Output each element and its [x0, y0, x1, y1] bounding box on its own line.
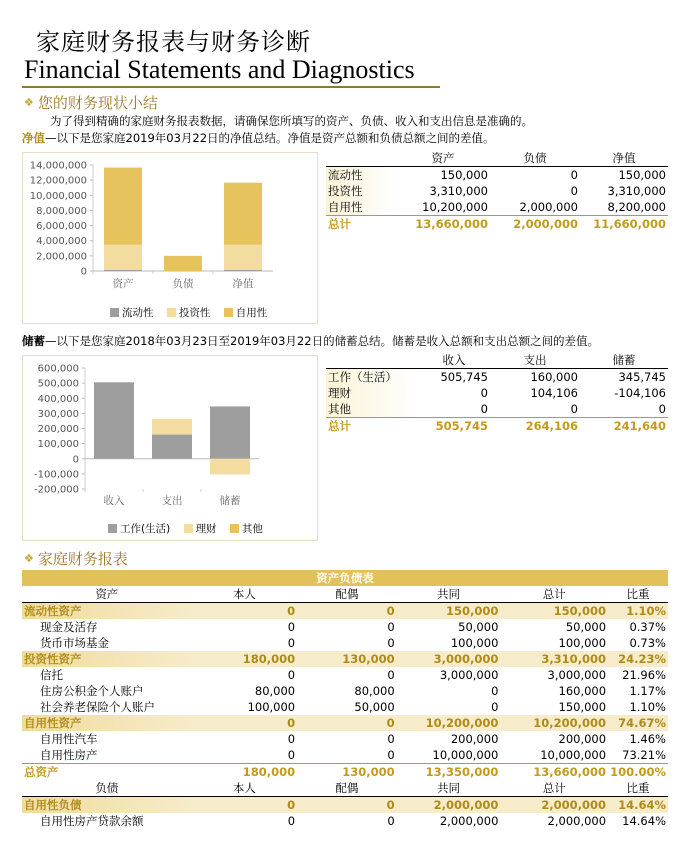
savings-legend [108, 521, 263, 536]
x-category-label: 支出 [161, 495, 183, 507]
table-cell: 0 [570, 402, 578, 416]
legend-swatch [110, 308, 119, 317]
diamond-bullet-icon: ❖ [24, 96, 34, 109]
row-label: 自用性汽车 [40, 732, 98, 746]
table-cell: 74.67% [608, 715, 668, 731]
table-cell: 130,000 [297, 651, 397, 667]
table-row [22, 619, 668, 635]
legend-item-liquid: 流动性 [110, 307, 154, 319]
savings-table [326, 352, 668, 434]
x-category-label: 资产 [112, 278, 134, 290]
row-label: 自用性 [326, 199, 396, 216]
row-label: 理财 [326, 385, 418, 401]
section-title: 家庭财务报表 [37, 550, 128, 568]
table-cell: 0 [287, 620, 296, 634]
table-cell: 0 [287, 732, 296, 746]
table-cell: 80,000 [354, 684, 395, 698]
x-category-label: 净值 [232, 278, 254, 290]
table-cell: 0 [192, 603, 297, 620]
table-cell: 150,000 [397, 603, 501, 620]
column-header: 本人 [192, 586, 297, 603]
table-cell: 0 [387, 814, 395, 828]
table-cell: 14.64% [622, 814, 666, 828]
diamond-bullet-icon: ❖ [24, 552, 34, 565]
y-tick-label: -100,000 [34, 469, 79, 481]
total-row [326, 418, 668, 435]
table-cell: 0 [297, 797, 397, 814]
asset-header-row [22, 586, 668, 603]
table-cell: 100.00% [608, 764, 668, 781]
category-row [22, 603, 668, 620]
table-cell: 10,000,000 [540, 748, 607, 762]
table-cell: 100,000 [558, 636, 607, 650]
bar-segment [224, 245, 262, 270]
table-cell: 10,000,000 [432, 748, 499, 762]
savings-description [22, 333, 599, 349]
table-cell: 100,000 [450, 636, 499, 650]
table-cell: 8,200,000 [607, 200, 666, 214]
title-divider [22, 86, 440, 88]
table-cell: 150,000 [440, 168, 488, 182]
table-cell: 0 [570, 184, 578, 198]
table-cell: 24.23% [608, 651, 668, 667]
y-tick-label: 4,000,000 [36, 236, 87, 248]
y-tick-label: 6,000,000 [36, 221, 87, 233]
column-header: 比重 [608, 586, 668, 603]
networth-label: 净值 [22, 131, 45, 145]
savings-desc-text: —以下是您家庭2018年03月23日至2019年03月22日的储蓄总结。储蓄是收入总额和支出总额之间的差值。 [45, 334, 600, 348]
column-header: 储蓄 [580, 352, 668, 369]
networth-desc-text: —以下是您家庭2019年03月22日的净值总结。净值是资产总额和负债总额之间的差值。 [45, 131, 495, 145]
table-cell: 3,000,000 [397, 651, 501, 667]
table-cell: 0 [480, 386, 488, 400]
row-label: 自用性负债 [22, 797, 192, 814]
legend-item-other: 其他 [230, 523, 263, 535]
table-row [326, 401, 668, 418]
savings-bar-chart [23, 356, 317, 540]
table-cell: 13,660,000 [396, 216, 490, 233]
table-cell: 1.46% [629, 732, 666, 746]
page-title-english: Financial Statements and Diagnostics [24, 55, 415, 84]
networth-bar-chart [23, 153, 317, 323]
x-category-label: 收入 [103, 495, 125, 507]
grand-total-row [22, 764, 668, 781]
table-row [22, 731, 668, 747]
total-row [326, 216, 668, 233]
table-cell: 0 [287, 636, 296, 650]
y-tick-label: 10,000,000 [29, 190, 87, 202]
networth-chart-frame [22, 152, 318, 324]
table-cell: 10,200,000 [500, 715, 608, 731]
column-header: 配偶 [297, 780, 397, 797]
table-cell: 0.73% [629, 636, 666, 650]
table-cell: 264,106 [490, 418, 580, 435]
savings-label: 储蓄 [22, 334, 45, 348]
table-cell: 200,000 [450, 732, 499, 746]
row-label: 总资产 [22, 764, 192, 781]
table-row [22, 683, 668, 699]
bar-segment [224, 270, 262, 271]
bar-segment [104, 270, 142, 271]
table-row [326, 369, 668, 386]
legend-swatch [184, 524, 193, 533]
y-tick-label: -200,000 [34, 484, 79, 496]
networth-description [22, 130, 495, 146]
table-cell: 13,660,000 [500, 764, 608, 781]
column-header: 净值 [580, 150, 668, 167]
table-cell: 104,106 [530, 386, 578, 400]
table-row [326, 167, 668, 184]
column-header: 共同 [397, 780, 501, 797]
table-cell: 10,200,000 [422, 200, 488, 214]
table-cell: 1.10% [608, 603, 668, 620]
row-label: 投资性资产 [22, 651, 192, 667]
table-cell: 13,350,000 [397, 764, 501, 781]
table-cell: 1.10% [629, 700, 666, 714]
legend-item-work: 工作(生活) [108, 523, 170, 535]
table-cell: 180,000 [192, 651, 297, 667]
table-row [22, 813, 668, 829]
table-cell: 2,000,000 [500, 797, 608, 814]
table-cell: 0 [287, 748, 296, 762]
column-header: 收入 [418, 352, 490, 369]
bar-segment [224, 183, 262, 245]
table-row [22, 699, 668, 715]
row-label: 总计 [326, 216, 396, 233]
table-cell: 505,745 [440, 370, 488, 384]
balance-sheet-title: 资产负债表 [22, 570, 668, 586]
table-row [326, 183, 668, 199]
column-header: 负债 [490, 150, 580, 167]
row-label: 其他 [326, 401, 418, 418]
table-cell: 3,000,000 [439, 668, 499, 682]
table-cell: 100,000 [247, 700, 296, 714]
table-cell: 241,640 [580, 418, 668, 435]
x-category-label: 负债 [172, 278, 194, 290]
table-cell: 0 [192, 715, 297, 731]
table-cell: 3,310,000 [500, 651, 608, 667]
table-cell: 3,000,000 [547, 668, 607, 682]
table-cell: 2,000,000 [439, 814, 499, 828]
legend-swatch [108, 524, 117, 533]
row-label: 总计 [326, 418, 418, 435]
table-cell: 73.21% [622, 748, 666, 762]
table-cell: 505,745 [418, 418, 490, 435]
y-tick-label: 14,000,000 [29, 160, 87, 172]
table-row [326, 199, 668, 216]
column-header: 总计 [500, 780, 608, 797]
networth-table [326, 150, 668, 232]
category-row [22, 651, 668, 667]
y-tick-label: 400,000 [37, 393, 79, 405]
legend-swatch [230, 524, 239, 533]
table-cell: 160,000 [558, 684, 607, 698]
bar-segment [152, 419, 192, 435]
table-cell: 14.64% [608, 797, 668, 814]
row-label: 自用性资产 [22, 715, 192, 731]
row-label: 流动性资产 [22, 603, 192, 620]
column-header: 配偶 [297, 586, 397, 603]
table-cell: 0 [297, 715, 397, 731]
bar-segment [210, 406, 250, 458]
liability-header-row [22, 780, 668, 797]
column-header: 总计 [500, 586, 608, 603]
table-cell: 50,000 [565, 620, 607, 634]
table-cell: 0 [570, 168, 578, 182]
savings-chart-frame [22, 355, 318, 541]
legend-swatch [224, 308, 233, 317]
column-header: 比重 [608, 780, 668, 797]
table-cell: 200,000 [558, 732, 607, 746]
bar-segment [104, 245, 142, 270]
table-cell: 0 [658, 402, 666, 416]
bar-segment [164, 256, 202, 271]
bar-segment [152, 435, 192, 459]
table-cell: 0 [480, 402, 488, 416]
table-cell: 2,000,000 [490, 216, 580, 233]
table-cell: 130,000 [297, 764, 397, 781]
table-cell: 0 [387, 732, 395, 746]
table-cell: 150,000 [618, 168, 666, 182]
y-tick-label: 0 [80, 266, 87, 278]
y-tick-label: 8,000,000 [36, 205, 87, 217]
column-header: 共同 [397, 586, 501, 603]
table-header-row [326, 352, 668, 369]
balance-sheet-table [22, 570, 668, 829]
section-heading-report [24, 548, 128, 569]
category-row [22, 797, 668, 814]
row-label: 货币市场基金 [40, 636, 109, 650]
column-header: 支出 [490, 352, 580, 369]
category-row [22, 715, 668, 731]
column-header: 负债 [22, 780, 192, 797]
table-cell: 2,000,000 [547, 814, 607, 828]
table-cell: 50,000 [458, 620, 499, 634]
table-cell: 3,310,000 [429, 184, 488, 198]
column-header: 资产 [22, 586, 192, 603]
table-row [22, 667, 668, 683]
y-tick-label: 600,000 [37, 363, 79, 375]
table-cell: 0 [192, 797, 297, 814]
row-label: 工作（生活） [326, 369, 418, 386]
y-tick-label: 2,000,000 [36, 251, 87, 263]
column-header: 本人 [192, 780, 297, 797]
y-tick-label: 200,000 [37, 424, 79, 435]
table-cell: 0 [491, 684, 499, 698]
table-cell: 21.96% [622, 668, 666, 682]
table-cell: 0 [387, 636, 395, 650]
table-cell: 1.17% [629, 684, 666, 698]
page-title-chinese: 家庭财务报表与财务诊断 [36, 28, 311, 56]
table-cell: 345,745 [618, 370, 666, 384]
table-cell: 2,000,000 [519, 200, 578, 214]
y-tick-label: 12,000,000 [29, 175, 87, 187]
bar-segment [94, 382, 134, 458]
row-label: 自用性房产贷款余额 [40, 814, 144, 828]
row-label: 现金及活存 [40, 620, 98, 634]
table-cell: 80,000 [254, 684, 296, 698]
table-header-row [326, 150, 668, 167]
legend-swatch [167, 308, 176, 317]
legend-item-investment: 投资性 [167, 307, 211, 319]
table-cell: -104,106 [614, 386, 666, 400]
row-label: 投资性 [326, 183, 396, 199]
balance-sheet-title-row [22, 570, 668, 586]
y-tick-label: 500,000 [37, 378, 79, 390]
bar-segment [104, 168, 142, 245]
column-header: 资产 [396, 150, 490, 167]
table-cell: 0 [387, 748, 395, 762]
table-row [22, 635, 668, 651]
legend-item-personal-use: 自用性 [224, 307, 268, 319]
table-cell: 11,660,000 [580, 216, 668, 233]
row-label: 住房公积金个人账户 [40, 684, 144, 698]
table-cell: 160,000 [530, 370, 578, 384]
section-heading-summary [24, 92, 158, 113]
row-label: 流动性 [326, 167, 396, 184]
row-label: 自用性房产 [40, 748, 98, 762]
y-tick-label: 300,000 [37, 408, 79, 420]
table-cell: 0.37% [629, 620, 666, 634]
table-cell: 10,200,000 [397, 715, 501, 731]
row-label: 社会养老保险个人账户 [40, 700, 155, 714]
table-cell: 0 [387, 668, 395, 682]
table-cell: 180,000 [192, 764, 297, 781]
bar-segment [210, 459, 250, 475]
table-cell: 3,310,000 [607, 184, 666, 198]
section-title: 您的财务现状小结 [37, 94, 158, 112]
networth-legend [110, 305, 267, 320]
y-tick-label: 100,000 [37, 439, 79, 451]
table-cell: 150,000 [558, 700, 607, 714]
row-label: 信托 [40, 668, 63, 682]
table-cell: 2,000,000 [397, 797, 501, 814]
table-row [326, 385, 668, 401]
legend-item-finance: 理财 [184, 523, 217, 535]
table-cell: 150,000 [500, 603, 608, 620]
table-cell: 0 [287, 668, 296, 682]
table-cell: 0 [387, 620, 395, 634]
table-cell: 0 [287, 814, 296, 828]
y-tick-label: 0 [72, 454, 79, 466]
table-row [22, 747, 668, 764]
intro-paragraph: 为了得到精确的家庭财务报表数据，请确保您所填写的资产、负债、收入和支出信息是准确的。 [50, 114, 533, 128]
table-cell: 0 [491, 700, 499, 714]
x-category-label: 储蓄 [219, 495, 241, 507]
table-cell: 0 [297, 603, 397, 620]
table-cell: 50,000 [354, 700, 395, 714]
